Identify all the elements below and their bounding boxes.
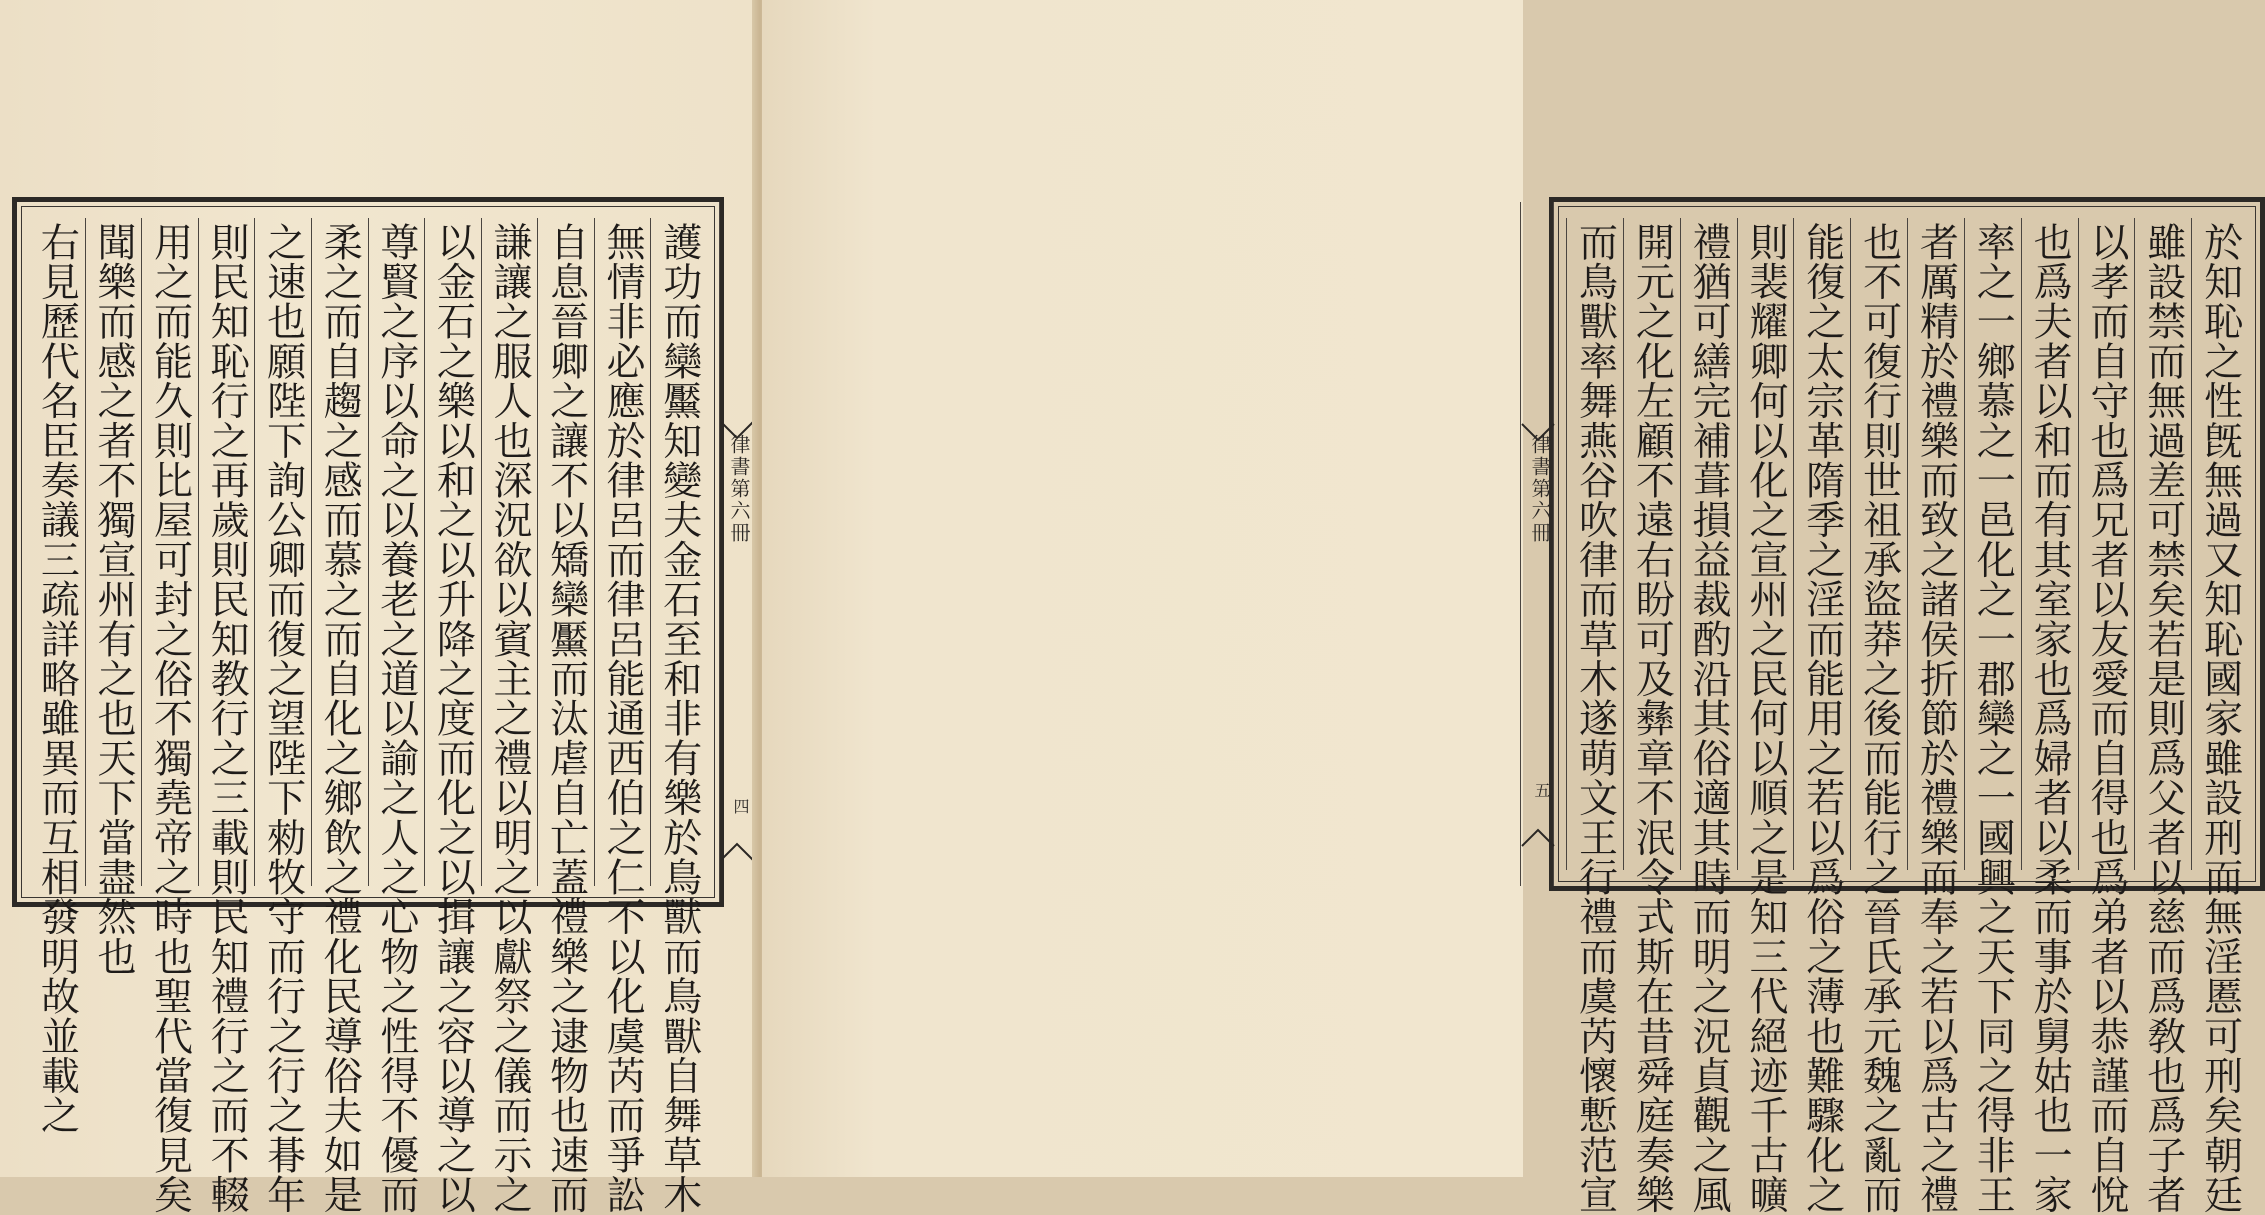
left-spine-title: 律書第六冊 [727, 434, 751, 544]
left-page-column-11: 聞樂而感之者不獨宣州有之也天下當盡然也 [85, 218, 142, 886]
right-page-column-8: 能復之太宗革隋季之淫而能用之若以爲俗之薄也難驟化之 [1793, 218, 1850, 870]
left-page-column-1: 護功而欒黶知變夫金石至和非有樂於鳥獸而鳥獸自舞草木 [650, 218, 707, 886]
right-columns [1566, 218, 2248, 1215]
left-fold-margin [719, 202, 753, 902]
right-page-column-3: 以孝而自守也爲兄者以友愛而自得也爲弟者以恭謹而自悅 [2078, 218, 2135, 870]
right-page-column-7: 也不可復行則世祖承盜莽之後而能行之晉氏承元魏之亂而 [1850, 218, 1907, 870]
right-page [762, 0, 2243, 1215]
left-page-column-3: 自息晉卿之讓不以矯欒黶而汰虐自亡蓋禮樂之逮物也速而 [537, 218, 594, 886]
right-page-column-9: 則裴耀卿何以化之宣州之民何以順之是知三代絕迹千古曠 [1737, 218, 1794, 870]
left-page-column-6: 尊賢之序以命之以養老之道以諭之人之心物之性得不優而 [368, 218, 425, 886]
right-text-frame [1528, 197, 2265, 1215]
left-page-column-4: 謙讓之服人也深況欲以賓主之禮以明之以獻祭之儀而示之 [481, 218, 538, 886]
left-page-column-2: 無情非必應於律呂而律呂能通西伯之仁不以化虞芮而爭訟 [594, 218, 651, 886]
right-page-column-4: 也爲夫者以和而有其室家也爲婦者以柔而事於舅姑也一家 [2021, 218, 2078, 870]
right-page-column-12: 而鳥獸率舞燕谷吹律而草木遂萌文王行禮而虞芮懷慙范宣 [1566, 218, 1623, 870]
left-columns [29, 218, 707, 1215]
right-page-column-1: 於知恥之性旣無過又知恥國家雖設刑而無淫慝可刑矣朝廷 [2191, 218, 2248, 870]
left-page-column-7: 柔之而自趨之感而慕之而自化之鄉飲之禮化民導俗夫如是 [311, 218, 368, 886]
right-fold-margin [1520, 202, 1554, 886]
left-page-column-5: 以金石之樂以和之以升降之度而化之以揖讓之容以導之以 [424, 218, 481, 886]
right-spine-title: 律書第六冊 [1528, 434, 1552, 544]
left-page [0, 0, 758, 1215]
fish-tail-lower-icon [1521, 828, 1555, 848]
right-page-column-6: 者厲精於禮樂而致之諸侯折節於禮樂而奉之若以爲古之禮 [1907, 218, 1964, 870]
right-page-column-10: 禮猶可繕完補葺損益裁酌沿其俗適其時而明之況貞觀之風 [1680, 218, 1737, 870]
left-page-column-9: 則民知恥行之再歲則民知教行之三載則民知禮行之而不輟 [198, 218, 255, 886]
left-text-frame [12, 197, 751, 1215]
left-page-column-12: 右見歷代名臣奏議三疏詳略雖異而互相發明故並載之 [34, 222, 80, 1136]
left-leaf-number: 四 [731, 798, 750, 814]
right-page-column-2: 雖設禁而無過差可禁矣若是則爲父者以慈而爲敎也爲子者 [2134, 218, 2191, 870]
left-page-column-8: 之速也願陛下詢公卿而復之望陛下勑牧守而行之行之朞年 [254, 218, 311, 886]
fish-tail-lower-icon [720, 842, 754, 862]
right-page-column-5: 率之一鄉慕之一邑化之一郡欒之一國興之天下同之得非王 [1964, 218, 2021, 870]
right-page-column-11: 開元之化左顧不遠右盼可及彝章不泯令式斯在昔舜庭奏樂 [1623, 218, 1680, 870]
left-page-column-10: 用之而能久則比屋可封之俗不獨堯帝之時也聖代當復見矣 [141, 218, 198, 886]
right-leaf-number: 五 [1532, 782, 1551, 798]
